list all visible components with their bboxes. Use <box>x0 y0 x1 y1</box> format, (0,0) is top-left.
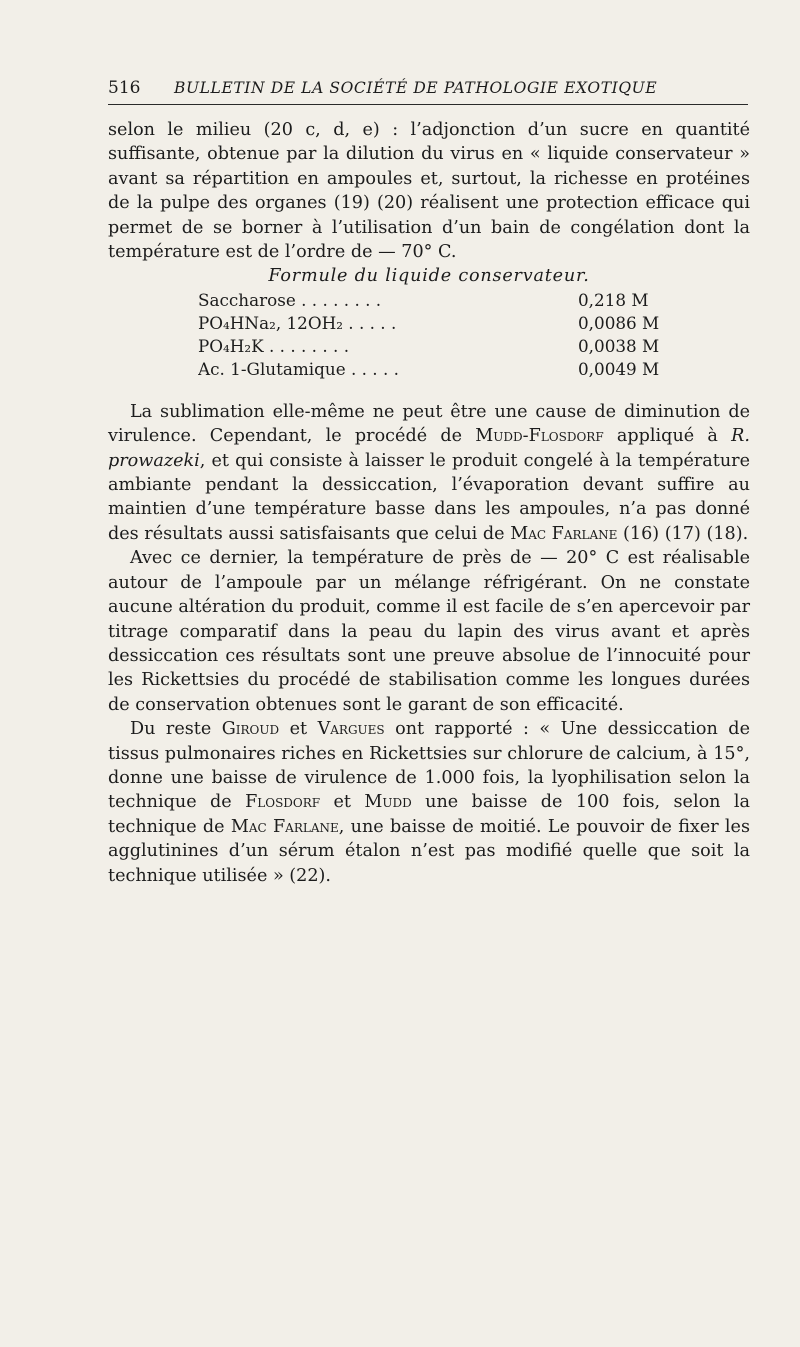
paragraph-4 <box>108 717 750 888</box>
formula-row <box>108 312 750 335</box>
species-name: R. prowazeki <box>108 426 751 471</box>
author-name: Mudd-Flosdorf <box>475 426 604 447</box>
text-run: appliqué à <box>603 426 732 447</box>
author-name: Mac Farlane <box>230 816 339 837</box>
text-run: ont rapporté : « Une dessiccation de tissus pulmonaires riches en Rickettsies sur chlorure de calcium, à 15°, donne une baisse de virulence de 1.000 fois, la lyophilisation selon la technique de <box>108 719 750 813</box>
author-name: Flosdorf <box>245 792 321 813</box>
formula-concentration: 0,218 M <box>578 289 649 310</box>
formula-row <box>108 289 750 312</box>
formula-row <box>108 358 750 381</box>
running-header <box>108 74 748 105</box>
formula-concentration: 0,0038 M <box>578 335 660 356</box>
formula-title: Formule du liquide conservateur. <box>268 266 590 287</box>
text-run: et <box>279 719 318 740</box>
formula-table <box>108 289 750 381</box>
author-name: Giroud <box>221 719 280 740</box>
article-body <box>108 118 750 888</box>
page-number: 516 <box>108 78 141 98</box>
paragraph-1: selon le milieu (20 c, d, e) : l’adjonction d’un sucre en quantité suffisante, obtenue par la dilution du virus en « liquide conservateur » avant sa répartition en ampoules et, surtout, la richesse en protéines de la pulpe des organes (19) (20) réalisent une protection efficace qui permet de se borner à l’utilisation d’un bain de congélation dont la température est de l’ordre de — 70° C. <box>108 120 750 263</box>
text-run: et <box>320 792 365 813</box>
author-name: Mudd <box>364 792 412 813</box>
formula-concentration: 0,0049 M <box>578 358 660 379</box>
formula-concentration: 0,0086 M <box>578 312 660 333</box>
formula-component: PO₄H₂K . . . . . . . . <box>198 335 350 356</box>
text-run: une baisse de 100 fois, selon la technique de <box>108 792 750 837</box>
author-name: Vargues <box>317 719 385 740</box>
author-name: Mac Farlane <box>510 523 618 544</box>
formula-row <box>108 335 750 358</box>
paragraph-2 <box>108 400 750 546</box>
text-run: , et qui consiste à laisser le produit congelé à la température ambiante pendant la dessiccation, l’évaporation devant suffire au maintien d’une température basse dans les ampoules, n’a pas donné des résultats aussi satisfaisants que celui de <box>108 450 750 544</box>
journal-title: BULLETIN DE LA SOCIÉTÉ DE PATHOLOGIE EXOTIQUE <box>174 79 658 97</box>
text-run: La sublimation elle-même ne peut être une cause de diminution de virulence. Cependant, le procédé de <box>108 401 750 447</box>
formula-component: Ac. 1-Glutamique . . . . . <box>198 358 399 379</box>
text-run: Du reste <box>130 719 222 740</box>
formula-component: PO₄HNa₂, 12OH₂ . . . . . <box>198 312 397 333</box>
text-run: , une baisse de moitié. Le pouvoir de fixer les agglutinines d’un sérum étalon n’est pas modifié quelle que soit la technique utilisée » (22). <box>108 816 751 886</box>
paragraph-3: Avec ce dernier, la température de près de — 20° C est réalisable autour de l’ampoule par un mélange réfrigérant. On ne constate aucune altération du produit, comme il est facile de s’en apercevoir par titrage comparatif dans la peau du lapin des virus avant et après dessiccation ces résultats sont une preuve absolue de l’innocuité pour les Rickettsies du procédé de stabilisation comme les longues durées de conservation obtenues sont le garant de son efficacité. <box>108 548 750 715</box>
formula-component: Saccharose . . . . . . . . <box>198 289 382 310</box>
text-run: (16) (17) (18). <box>617 523 749 544</box>
